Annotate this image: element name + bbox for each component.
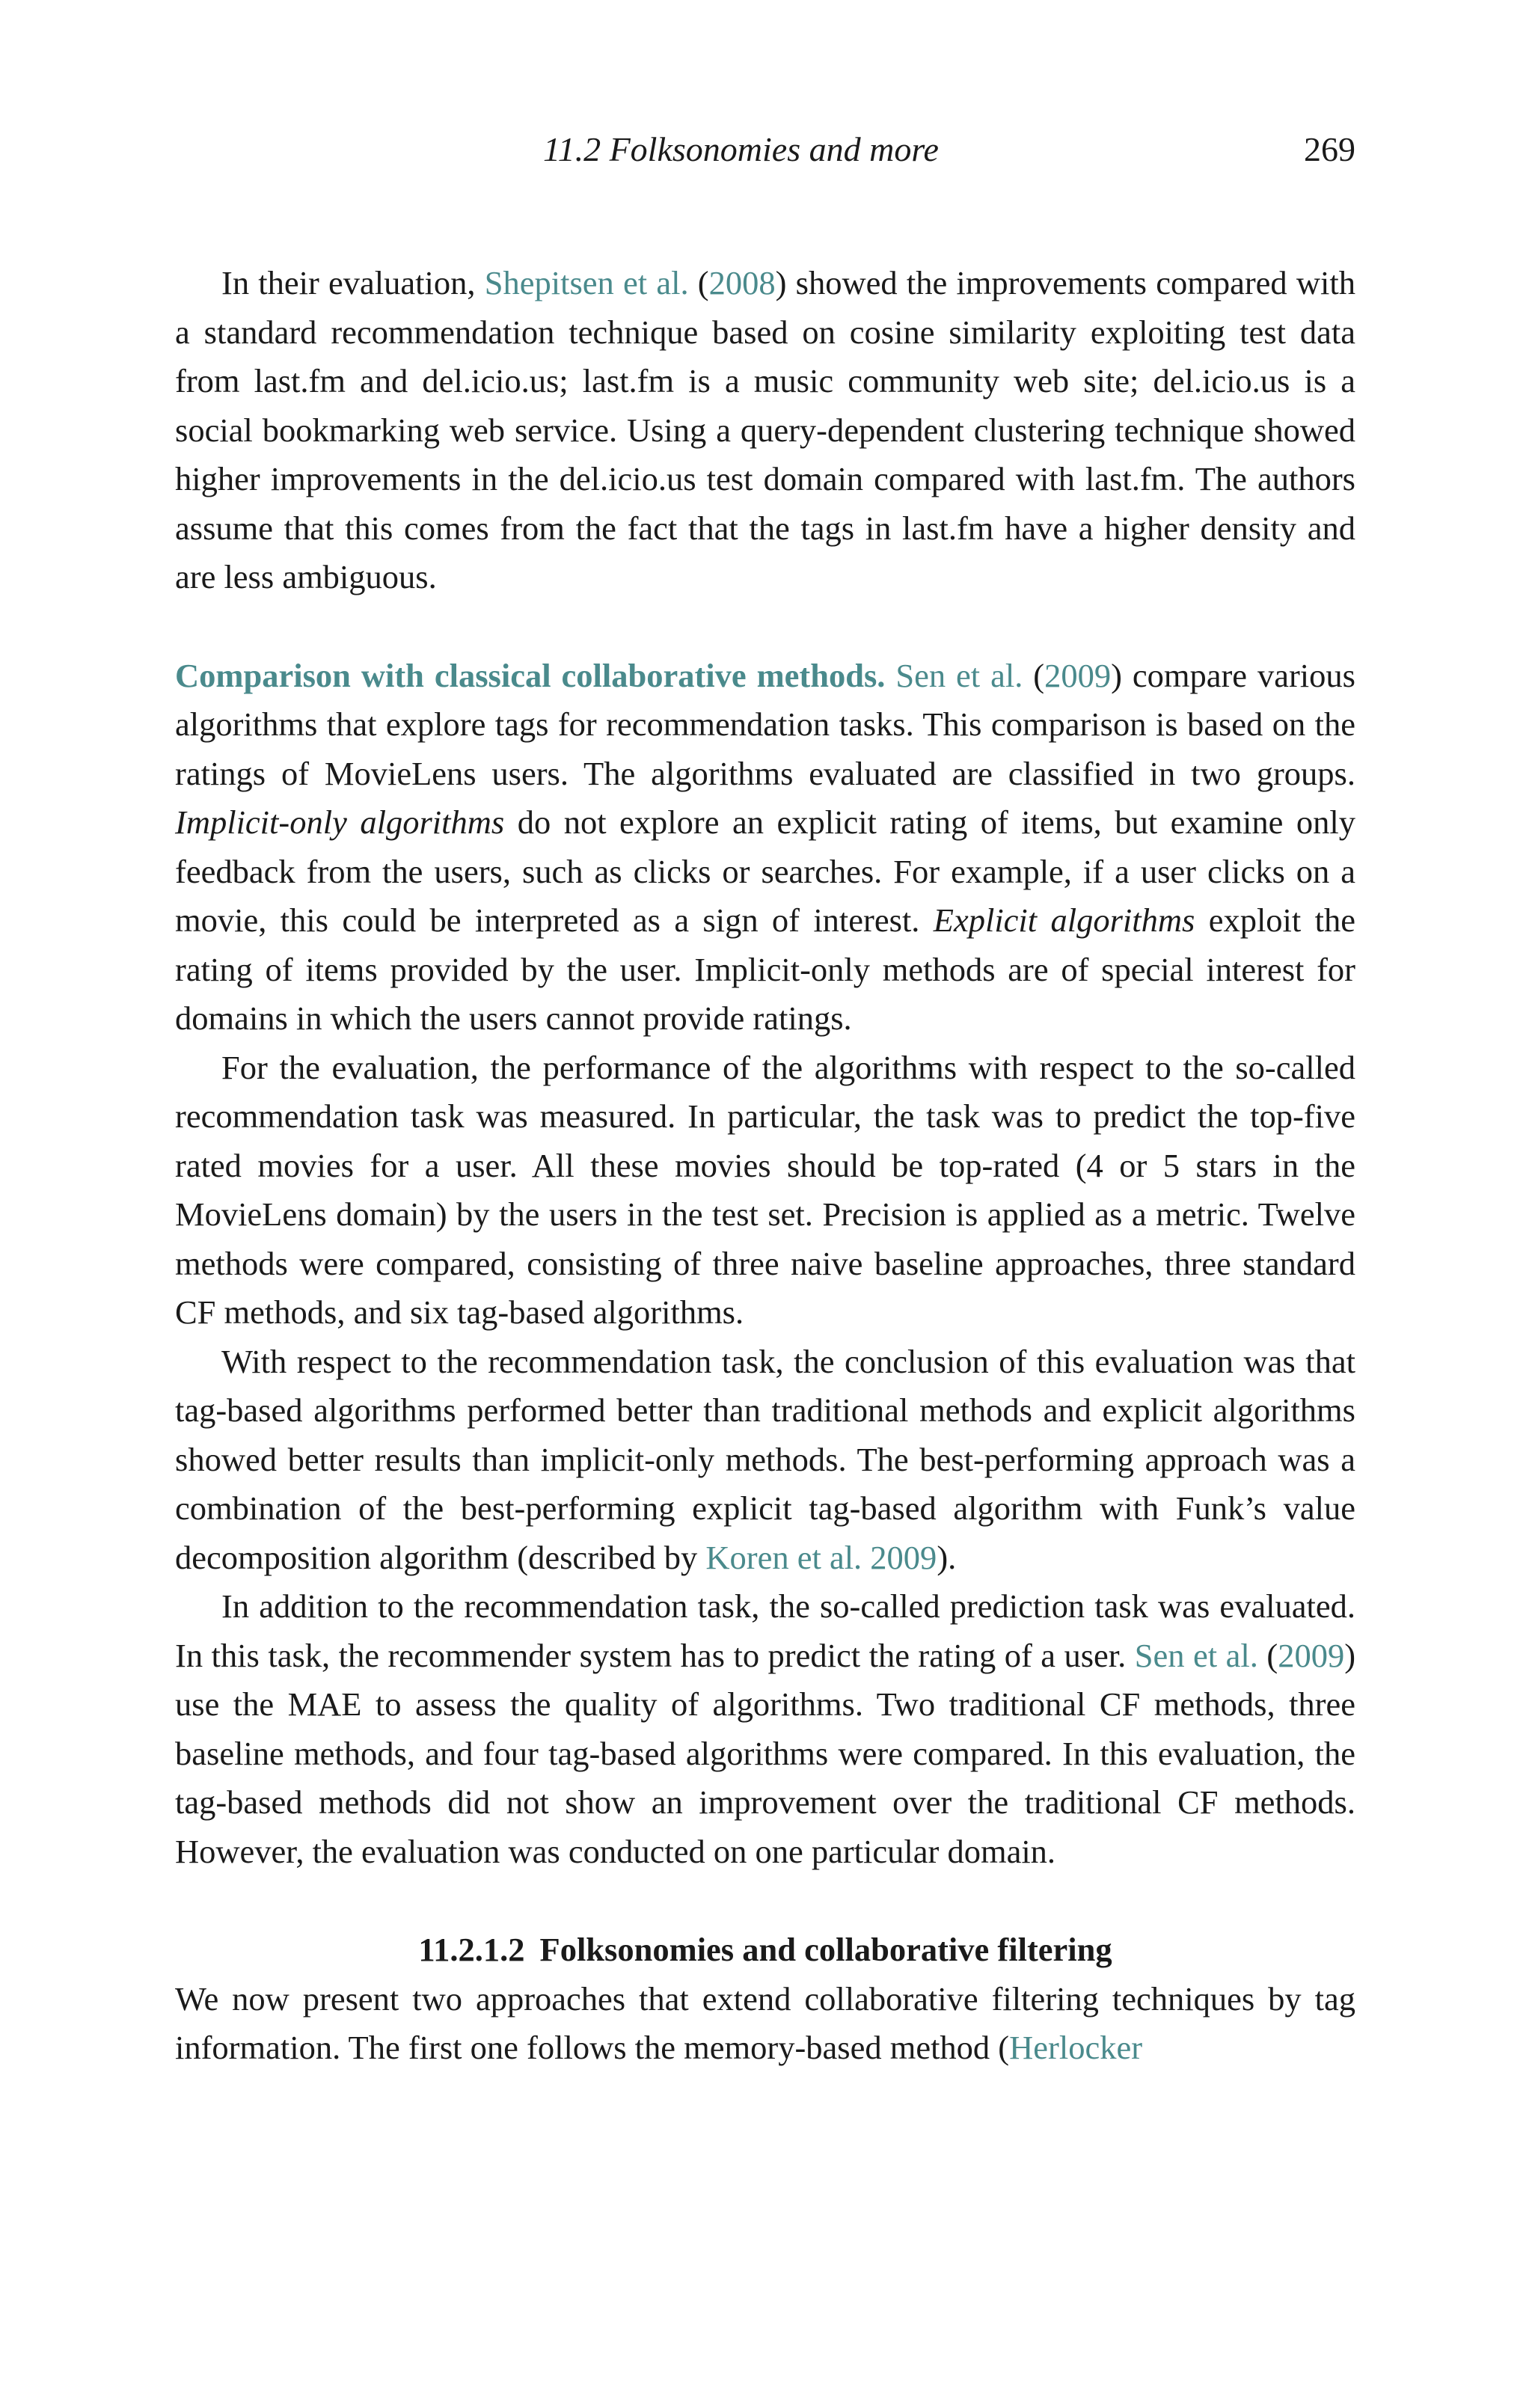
text-run: With respect to the recommendation task, the conclusion of this evaluation was that tag-based algorithms performed better than traditional methods and explicit algorithms showed better results than implicit-only methods. The best-performing approach was a combination of the best-performing explicit tag-based algorithm with Funk’s value decomposition algorithm (described by — [175, 1342, 1355, 1576]
paragraph-evaluation-conclusion — [175, 1338, 1355, 1583]
citation-link[interactable]: Koren et al. 2009 — [705, 1538, 937, 1576]
citation-year-link[interactable]: 2009 — [1044, 656, 1112, 694]
text-run — [885, 657, 895, 694]
text-run: exploit the rating of items provided by the user. Implicit-only methods are of special interest for domains in which the users cannot provide ratings. — [175, 901, 1355, 1037]
emphasis-term: Implicit-only algorithms — [175, 803, 505, 841]
citation-author-link[interactable]: Sen et al. — [895, 656, 1023, 694]
text-run: ( — [688, 264, 709, 301]
page-number: 269 — [1304, 130, 1355, 168]
paragraph-folksonomies-cf — [175, 1975, 1355, 2073]
section-title: Folksonomies and collaborative filtering — [539, 1931, 1112, 1968]
text-run: do not explore an explicit rating of items, but examine only feedback from the users, such as clicks or searches. For example, if a user clicks on a movie, this could be interpreted as a sign of interest. — [175, 803, 1355, 939]
citation-year-link[interactable]: 2009 — [1278, 1636, 1345, 1674]
text-run: ( — [1023, 656, 1045, 694]
section-number: 11.2.1.2 — [418, 1931, 525, 1968]
book-page — [175, 0, 1355, 2408]
text-run: ( — [1257, 1636, 1278, 1674]
citation-link[interactable]: Herlocker — [1009, 2029, 1143, 2066]
paragraph-prediction-task — [175, 1582, 1355, 1876]
section-heading — [175, 1926, 1355, 1975]
text-run: ). — [937, 1538, 957, 1576]
paragraph-recommendation-task: For the evaluation, the performance of the algorithms with respect to the so-called recommendation task was measured. In particular, the task was to predict the top-five rated movies for a user. All these movies should be top-rated (4 or 5 stars in the MovieLens domain) by the users in the test set. Precision is applied as a metric. Twelve methods were compared, consisting of three naive baseline approaches, three standard CF methods, and six tag-based algorithms. — [175, 1048, 1355, 1331]
running-title: 11.2 Folksonomies and more — [543, 130, 939, 168]
citation-year-link[interactable]: 2008 — [708, 264, 776, 301]
text-run: ) use the MAE to assess the quality of algorithms. Two traditional CF methods, three baseline methods, and four tag-based algorithms were compared. In this evaluation, the tag-based methods did not show an improvement over the traditional CF methods. However, the evaluation was conducted on one particular domain. — [175, 1636, 1356, 1870]
running-head — [175, 126, 1355, 174]
text-run: In their evaluation, — [221, 264, 485, 301]
text-run: ) compare various algorithms that explore tags for recommendation tasks. This comparison is based on the ratings of MovieLens users. The algorithms evaluated are classified in two groups. — [175, 656, 1355, 792]
text-run: In addition to the recommendation task, the so-called prediction task was evaluated. In this task, the recommender system has to predict the rating of a user. — [175, 1587, 1355, 1674]
emphasis-term: Explicit algorithms — [933, 901, 1195, 939]
citation-author-link[interactable]: Shepitsen et al. — [484, 264, 689, 301]
text-run: ) showed the improvements compared with a standard recommendation technique based on cosine similarity exploiting test data from last.fm and del.icio.us; last.fm is a music community web site; del.icio.us is a social bookmarking web service. Using a query-dependent clustering technique showed higher improvements in the del.icio.us test domain compared with last.fm. The authors assume that this comes from the fact that the tags in last.fm have a higher density and are less ambiguous. — [175, 264, 1355, 595]
body-text — [175, 259, 1355, 2073]
text-run: We now present two approaches that extend collaborative filtering techniques by tag information. The first one follows the memory-based method ( — [175, 1979, 1355, 2066]
run-in-heading: Comparison with classical collaborative methods. — [175, 656, 886, 694]
citation-author-link[interactable]: Sen et al. — [1134, 1636, 1258, 1674]
paragraph-shepitsen-evaluation — [175, 259, 1355, 602]
paragraph-comparison-classical — [175, 652, 1355, 1044]
